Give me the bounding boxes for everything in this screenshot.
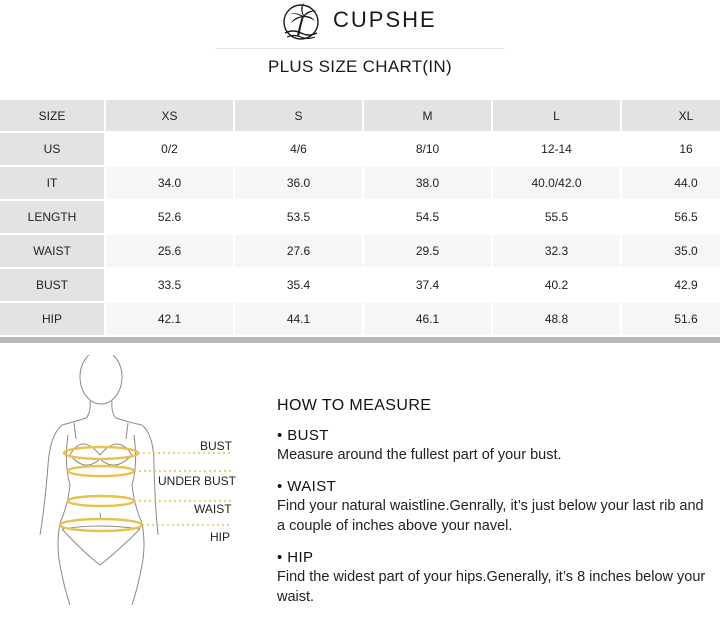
column-header: XL	[622, 100, 720, 133]
table-cell: 0/2	[106, 133, 233, 167]
brand-name: CUPSHE	[333, 7, 437, 32]
table-cell: 40.2	[493, 269, 620, 303]
page-title: PLUS SIZE CHART(IN)	[268, 57, 452, 76]
table-cell: 51.6	[622, 303, 720, 337]
table-cell: 29.5	[364, 235, 491, 269]
table-cell: 38.0	[364, 167, 491, 201]
table-header-row	[0, 100, 720, 133]
row-label: WAIST	[0, 235, 104, 269]
table-cell: 25.6	[106, 235, 233, 269]
table-cell: 56.5	[622, 201, 720, 235]
table-row	[0, 235, 720, 269]
table-cell: 53.5	[235, 201, 362, 235]
header-divider	[215, 48, 505, 49]
table-cell: 54.5	[364, 201, 491, 235]
bust-section	[277, 427, 707, 465]
table-cell: 40.0/42.0	[493, 167, 620, 201]
row-label: US	[0, 133, 104, 167]
table-cell: 16	[622, 133, 720, 167]
bust-heading: • BUST	[277, 427, 329, 444]
column-header: L	[493, 100, 620, 133]
table-cell: 35.4	[235, 269, 362, 303]
table-cell: 48.8	[493, 303, 620, 337]
table-cell: 8/10	[364, 133, 491, 167]
size-table	[0, 100, 720, 337]
table-cell: 55.5	[493, 201, 620, 235]
table-cell: 42.9	[622, 269, 720, 303]
table-cell: 34.0	[106, 167, 233, 201]
waist-heading: • WAIST	[277, 478, 337, 495]
waist-instructions: Find your natural waistline.Genrally, it’s just below your last rib and a couple of inches above your navel.	[277, 498, 704, 534]
section-divider	[0, 337, 720, 343]
row-label: LENGTH	[0, 201, 104, 235]
table-cell: 42.1	[106, 303, 233, 337]
table-cell: 12-14	[493, 133, 620, 167]
table-row	[0, 167, 720, 201]
header	[0, 0, 720, 100]
table-cell: 36.0	[235, 167, 362, 201]
row-label: IT	[0, 167, 104, 201]
table-cell: 4/6	[235, 133, 362, 167]
how-to-measure-title: HOW TO MEASURE	[277, 397, 432, 414]
table-cell: 44.0	[622, 167, 720, 201]
hip-instructions: Find the widest part of your hips.Generally, it’s 8 inches below your waist.	[277, 569, 706, 605]
table-cell: 52.6	[106, 201, 233, 235]
column-header: S	[235, 100, 362, 133]
table-cell: 27.6	[235, 235, 362, 269]
table-row	[0, 303, 720, 337]
hip-section	[277, 549, 707, 607]
column-header: M	[364, 100, 491, 133]
table-cell: 46.1	[364, 303, 491, 337]
bust-label: BUST	[200, 439, 233, 453]
waist-label: WAIST	[194, 502, 232, 516]
row-label: BUST	[0, 269, 104, 303]
table-row	[0, 201, 720, 235]
table-cell: 32.3	[493, 235, 620, 269]
how-to-measure	[277, 397, 707, 620]
row-label: HIP	[0, 303, 104, 337]
under-bust-label: UNDER BUST	[158, 474, 237, 488]
table-cell: 35.0	[622, 235, 720, 269]
table-cell: 33.5	[106, 269, 233, 303]
hip-heading: • HIP	[277, 549, 314, 566]
column-header: XS	[106, 100, 233, 133]
hip-label: HIP	[210, 530, 231, 544]
table-row	[0, 133, 720, 167]
table-cell: 37.4	[364, 269, 491, 303]
table-cell: 44.1	[235, 303, 362, 337]
column-header: SIZE	[0, 100, 104, 133]
waist-section	[277, 478, 707, 536]
bust-instructions: Measure around the fullest part of your bust.	[277, 447, 562, 463]
table-row	[0, 269, 720, 303]
